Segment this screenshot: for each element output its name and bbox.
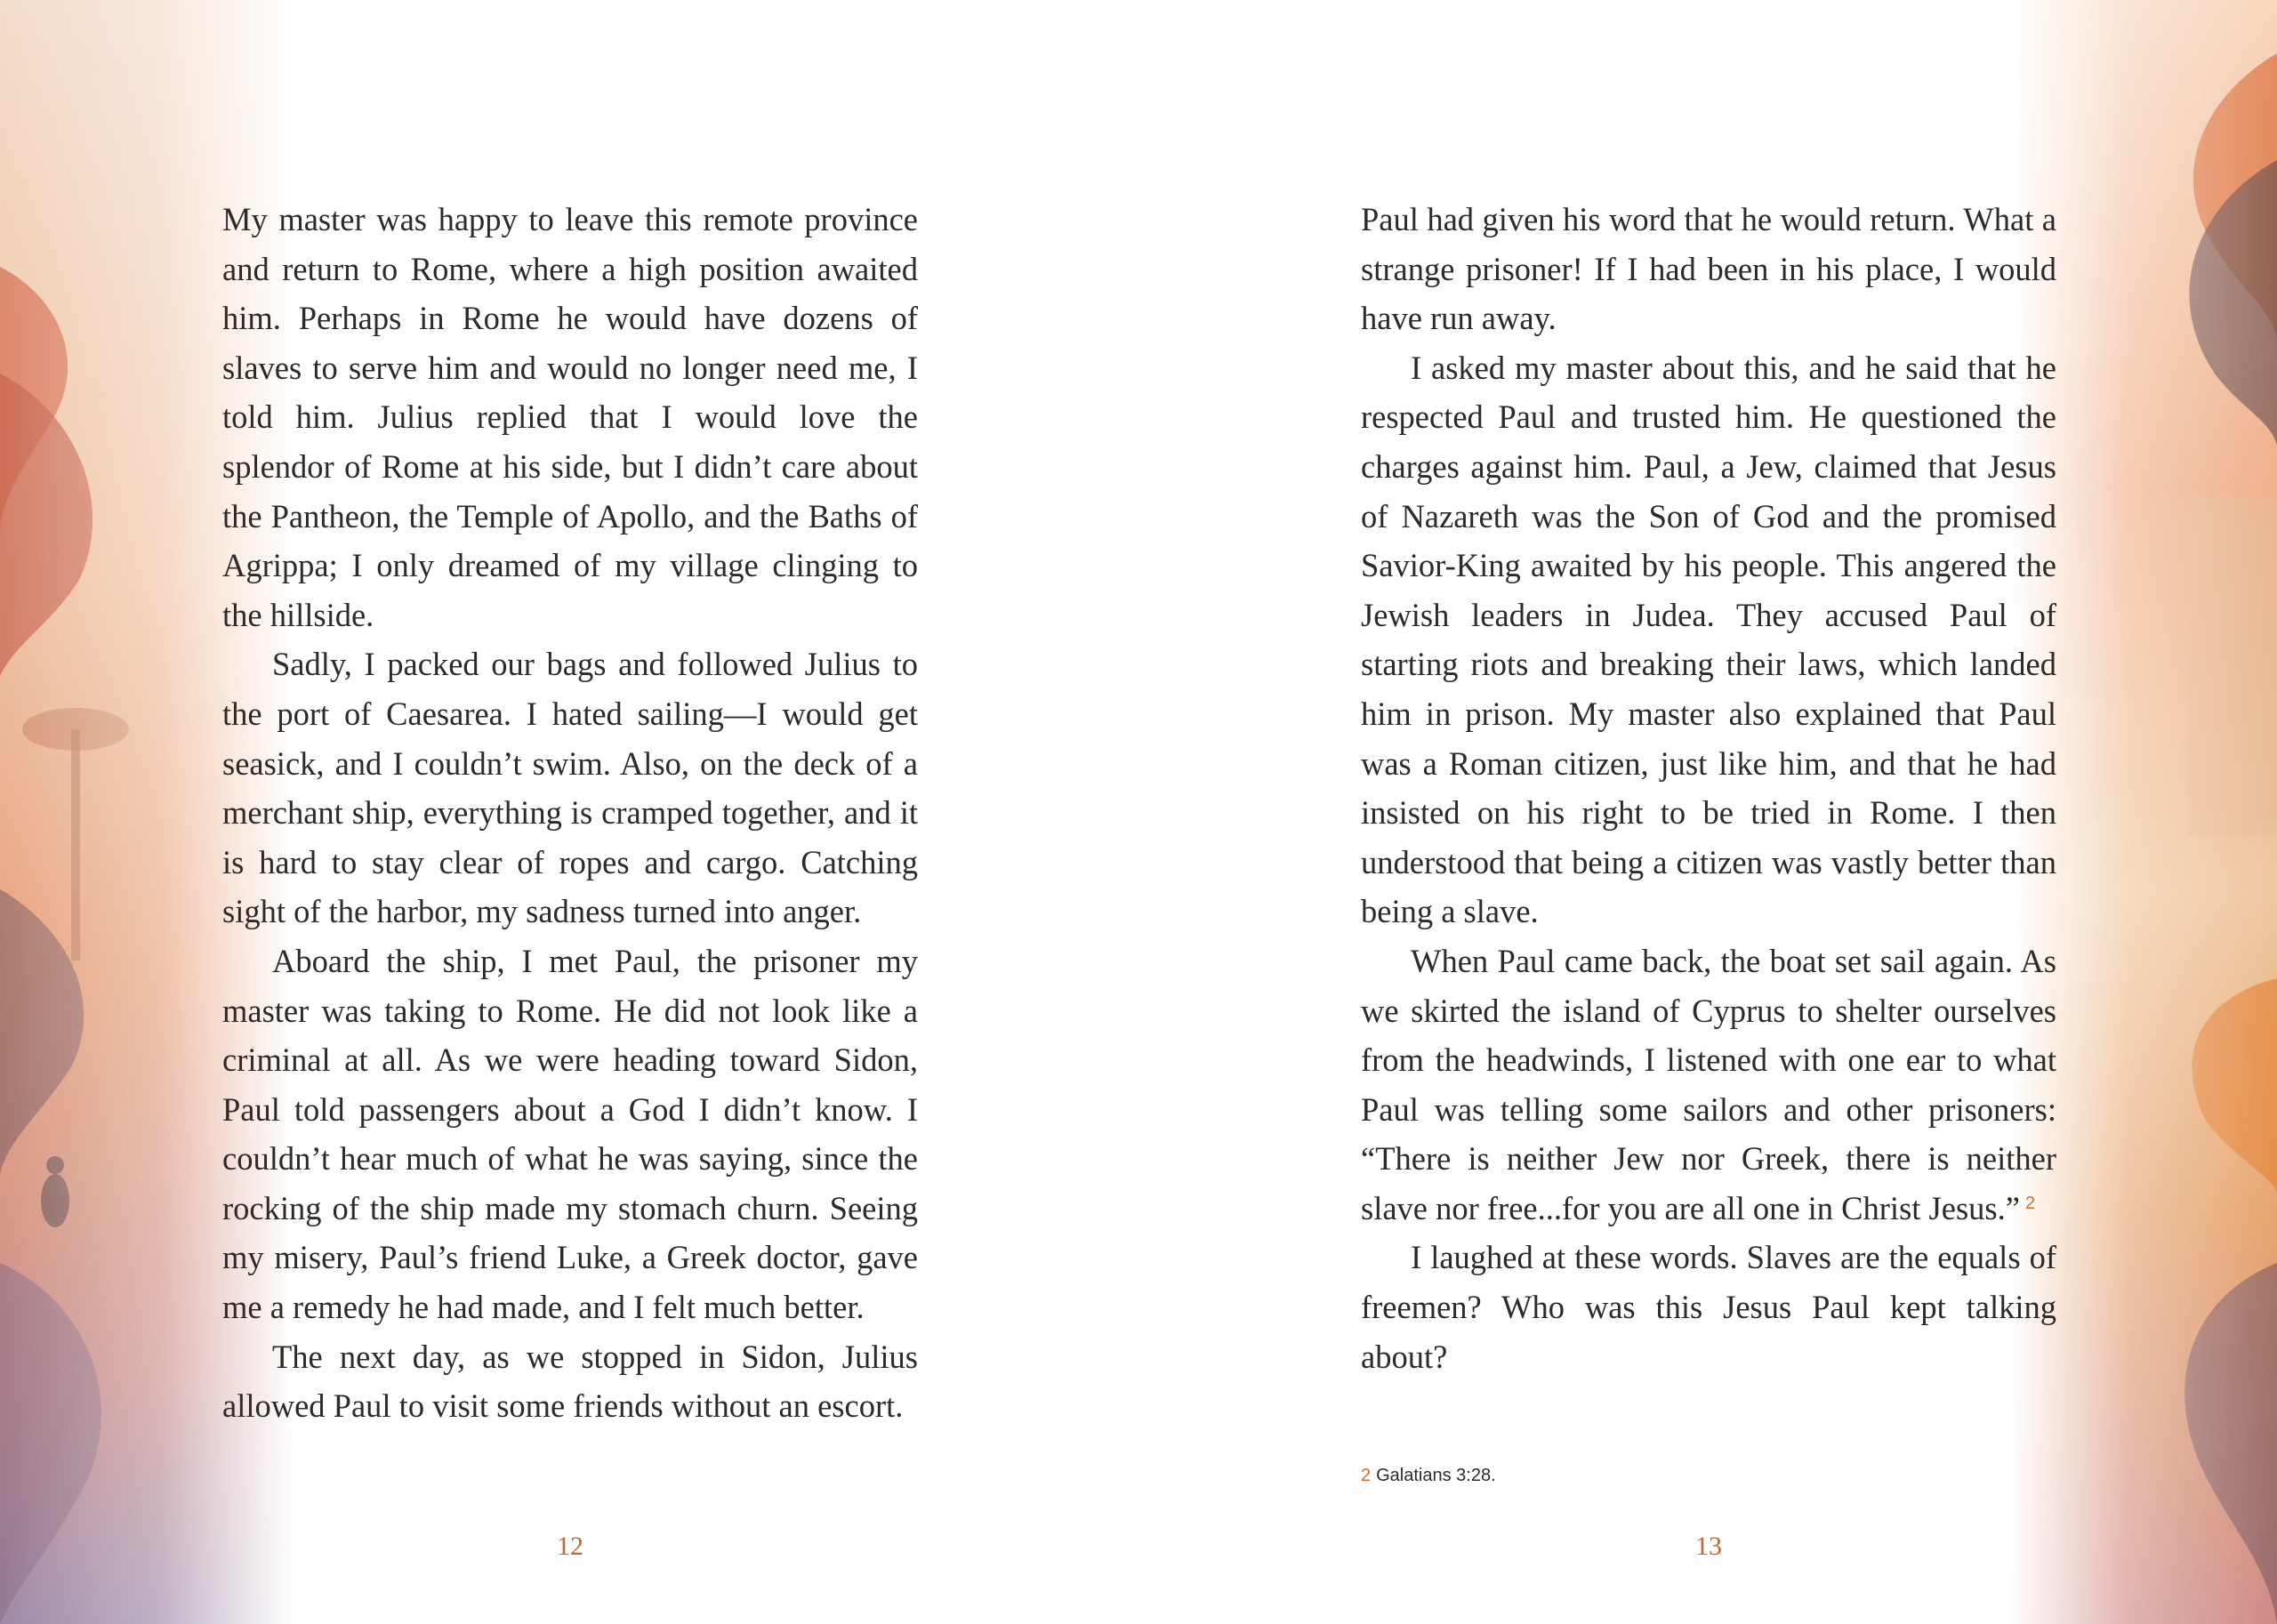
footnote-number: 2 <box>1361 1466 1372 1485</box>
paragraph <box>1361 937 2056 1234</box>
right-page-body <box>1361 195 2056 1381</box>
paragraph: I asked my master about this, and he said that he respected Paul and trusted him. He questioned the charges against him. Paul, a Jew, claimed that Jesus of Nazareth was the Son of God and the promised Savior-King awaited by his people. This angered the Jewish leaders in Judea. They accused Paul of starting riots and breaking their laws, which landed him in prison. My master also explained that Paul was a Roman citizen, just like him, and that he had insisted on his right to be tried in Rome. I then understood that being a citizen was vastly better than being a slave. <box>1361 349 2056 930</box>
footnote-reference: 2 <box>2024 1193 2036 1213</box>
paragraph: Sadly, I packed our bags and followed Julius to the port of Caesarea. I hated sailing—I would get seasick, and I couldn’t swim. Also, on the deck of a merchant ship, everything is cramped together, and it is hard to stay clear of ropes and cargo. Catching sight of the harbor, my sadness turned into anger. <box>222 646 918 930</box>
paragraph-text: When Paul came back, the boat set sail again. As we skirted the island of Cyprus to shelter ourselves from the headwinds, I listened with one ear to what Paul was telling some sailors and other prisoners: “There is neither Jew nor Greek, there is neither slave nor free...for you are all one in Christ Jesus.” <box>1361 942 2056 1226</box>
page-number: 12 <box>557 1532 583 1561</box>
paragraph: The next day, as we stopped in Sidon, Julius allowed Paul to visit some friends without an escort. <box>222 1338 918 1425</box>
paragraph: Aboard the ship, I met Paul, the prisoner my master was taking to Rome. He did not look like a criminal at all. As we were heading toward Sidon, Paul told passengers about a God I didn’t know. I couldn’t hear much of what he was saying, since the rocking of the ship made my stomach churn. Seeing my misery, Paul’s friend Luke, a Greek doctor, gave me a remedy he had made, and I felt much better. <box>222 942 918 1326</box>
left-page-body <box>222 195 918 1431</box>
page-number: 13 <box>1695 1532 1722 1561</box>
paragraph: Paul had given his word that he would return. What a strange prisoner! If I had been in his place, I would have run away. <box>1361 201 2056 337</box>
right-page <box>1361 0 2056 1624</box>
paragraph: I laughed at these words. Slaves are the equals of freemen? Who was this Jesus Paul kept talking about? <box>1361 1239 2056 1375</box>
footnote <box>1361 1466 1496 1486</box>
left-page <box>222 0 918 1624</box>
footnote-text: Galatians 3:28. <box>1376 1466 1496 1485</box>
paragraph: My master was happy to leave this remote province and return to Rome, where a high position awaited him. Perhaps in Rome he would have dozens of slaves to serve him and would no longer need me, I told him. Julius replied that I would love the splendor of Rome at his side, but I didn’t care about the Pantheon, the Temple of Apollo, and the Baths of Agrippa; I only dreamed of my village clinging to the hillside. <box>222 201 918 633</box>
